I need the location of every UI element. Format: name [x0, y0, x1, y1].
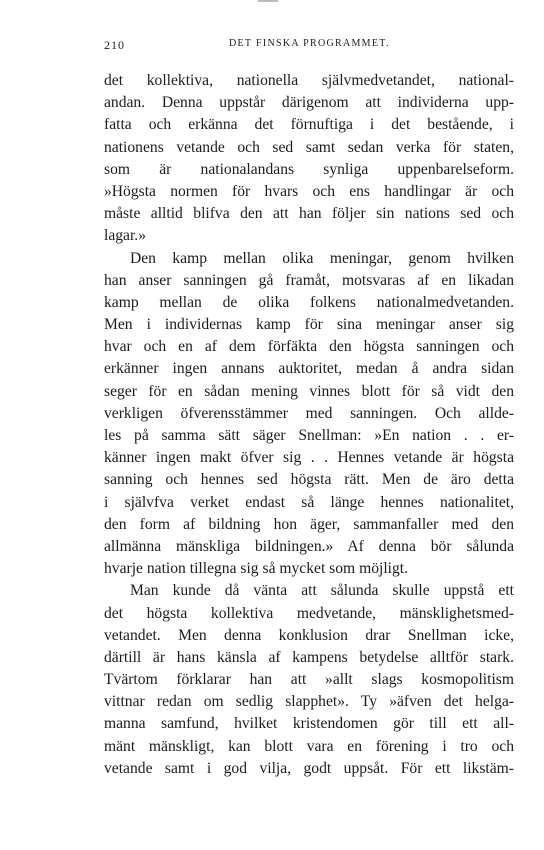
- text-line: Tvärtom förklarar han att »allt slags kosmopolitism: [104, 671, 514, 689]
- text-line: nationens vetande och sed samt sedan verka för staten,: [104, 138, 514, 156]
- text-line: verkligen öfverensstämmer med sanningen. Och allde-: [104, 404, 514, 422]
- text-line: i självfva verket endast så länge hennes nationalitet,: [104, 493, 514, 511]
- text-line: vetande samt i god vilja, godt uppsåt. För ett likstäm-: [104, 759, 514, 777]
- text-line: erkänner ingen annans auktoritet, medan å andra sidan: [104, 360, 514, 378]
- text-line: vittnar redan om sedlig slapphet». Ty »äfven det helga-: [104, 693, 514, 711]
- text-line: kamp mellan de olika folkens nationalmedvetanden.: [104, 293, 514, 311]
- top-edge-mark: [258, 0, 278, 2]
- text-line: Den kamp mellan olika meningar, genom hvilken: [130, 249, 514, 267]
- text-line: den form af bildning hon äger, sammanfaller med den: [104, 515, 514, 533]
- text-line: les på samma sätt säger Snellman: »En nation . . er-: [104, 427, 514, 444]
- running-head: DET FINSKA PROGRAMMET.: [229, 38, 390, 49]
- text-line: allmänna mänskliga bildningen.» Af denna bör sålunda: [104, 537, 514, 555]
- text-line: som är nationalandans synliga uppenbarelseform.: [104, 160, 514, 178]
- text-line: hvarje nation tillegna sig så mycket som möjligt.: [104, 560, 409, 578]
- text-line: lagar.»: [104, 227, 146, 245]
- text-line: andan. Denna uppstår därigenom att individerna upp-: [104, 94, 514, 112]
- text-line: mänt mänskligt, kan blott vara en förening i tro och: [104, 737, 514, 755]
- text-line: manna samfund, hvilket kristendomen gör till ett all-: [104, 715, 514, 733]
- page-number: 210: [104, 38, 125, 52]
- text-line: Man kunde då vänta att sålunda skulle uppstå ett: [130, 582, 514, 600]
- text-line: måste alltid blifva den att han följer sin nations sed och: [104, 205, 514, 223]
- text-line: därtill är hans känsla af kampens betydelse alltför stark.: [104, 648, 514, 666]
- text-line: »Högsta normen för hvars och ens handlingar är och: [104, 182, 514, 200]
- text-line: sanning och hennes sed högsta rätt. Men de äro detta: [104, 471, 514, 489]
- body-text: [104, 70, 514, 780]
- text-line: känner ingen makt öfver sig . . Hennes vetande är högsta: [104, 449, 514, 467]
- text-line: han anser sanningen gå framåt, motsvaras af en likadan: [104, 271, 514, 289]
- text-line: hvar och en af dem förfäkta den högsta sanningen och: [104, 338, 514, 356]
- text-line: Men i individernas kamp för sina meningar anser sig: [104, 316, 514, 334]
- text-line: seger för en sådan mening vinnes blott för så vidt den: [104, 382, 514, 400]
- text-line: vetandet. Men denna konklusion drar Snellman icke,: [104, 626, 514, 644]
- text-line: det högsta kollektiva medvetande, mänsklighetsmed-: [104, 604, 514, 622]
- page-header: [104, 38, 514, 58]
- text-line: det kollektiva, nationella självmedvetandet, national-: [104, 72, 514, 89]
- text-line: fatta och erkänna det förnuftiga i det bestående, i: [104, 116, 514, 134]
